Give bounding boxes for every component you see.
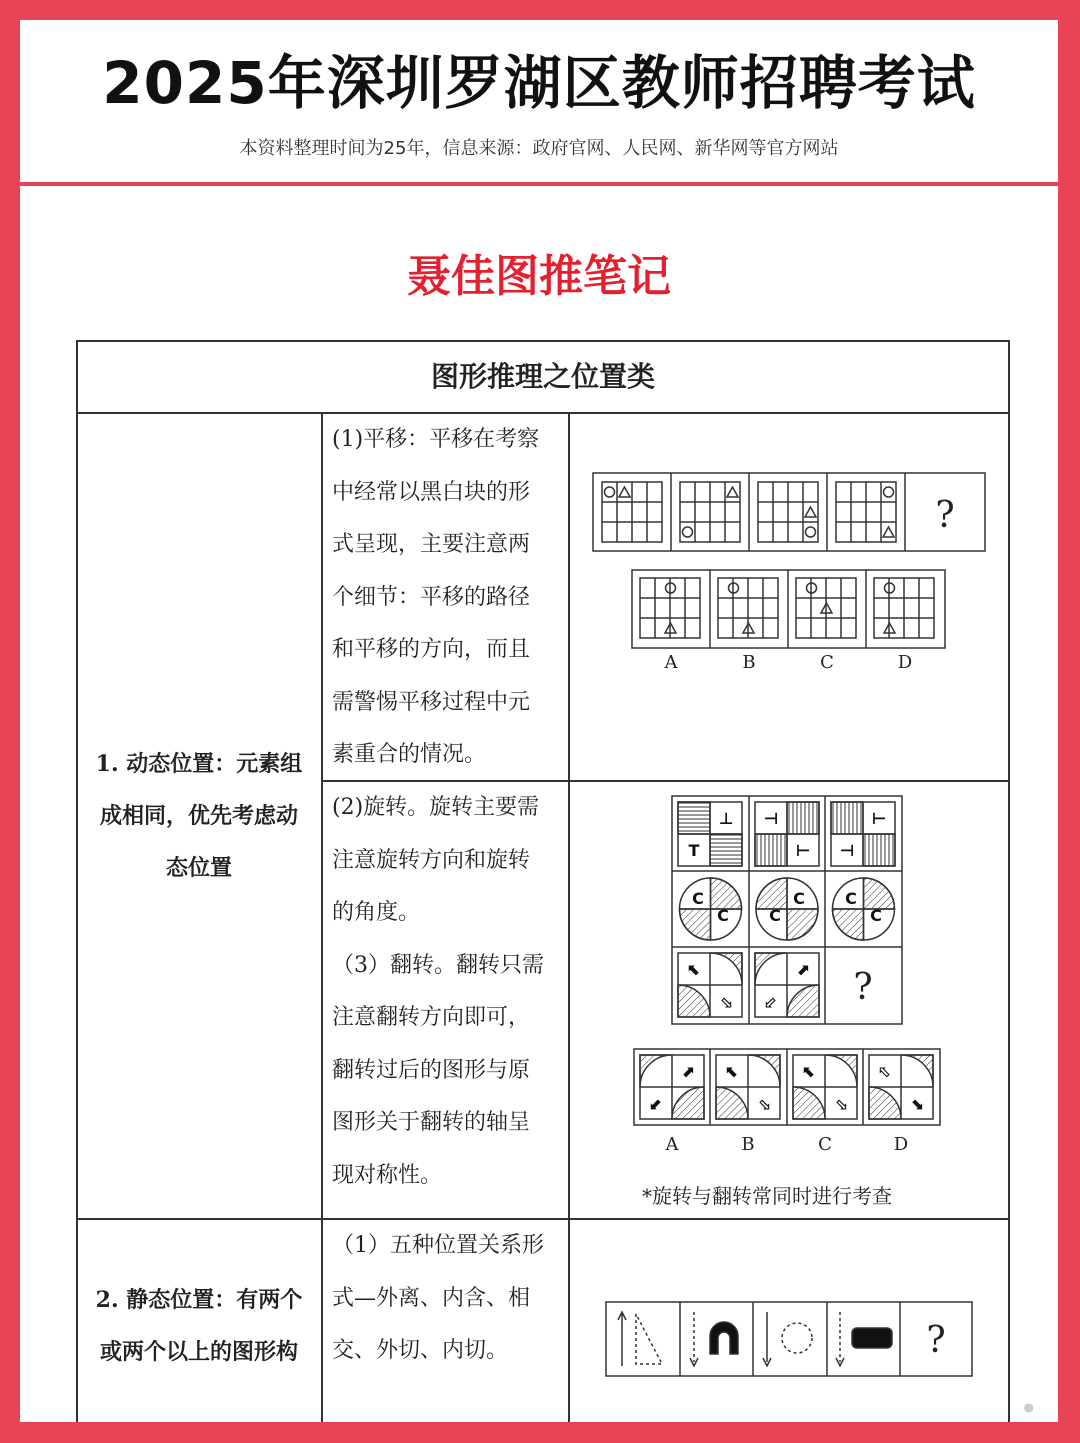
svg-text:⊥: ⊥: [718, 809, 734, 828]
option-label: B: [741, 1134, 755, 1155]
svg-text:⬂: ⬂: [834, 1094, 848, 1113]
svg-text:⬂: ⬂: [757, 1094, 771, 1113]
section-title: 聂佳图推笔记: [407, 251, 671, 302]
question-mark: ?: [853, 967, 873, 1008]
svg-text:⊣: ⊣: [763, 809, 779, 828]
row1-label-line: 1. 动态位置：元素组: [95, 751, 303, 777]
svg-text:C: C: [845, 889, 857, 908]
rotation-puzzle-figure: [632, 794, 942, 1204]
text-line: （1）五种位置关系形: [332, 1233, 544, 1258]
row2-label-line: 2. 静态位置：有两个: [95, 1287, 303, 1313]
notes-table: [76, 340, 1010, 1422]
row1-label-line: 成相同，优先考虑动: [99, 803, 298, 829]
svg-text:⬈: ⬈: [681, 1062, 695, 1081]
question-mark: ?: [935, 495, 955, 536]
option-label: B: [742, 652, 756, 672]
col-divider-2: [568, 412, 570, 1422]
header: [20, 20, 1058, 186]
svg-text:⬉: ⬉: [802, 1062, 816, 1081]
text-line: 交、外切、内切。: [332, 1338, 509, 1363]
translate-text: [332, 414, 539, 782]
option-label: D: [897, 652, 913, 672]
text-line: 式呈现，主要注意两: [332, 532, 531, 557]
svg-text:⬈: ⬈: [796, 960, 810, 979]
rotate-note: *旋转与翻转常同时进行考查: [642, 1184, 892, 1208]
svg-text:C: C: [769, 906, 781, 925]
page-title: 2025年深圳罗湖区教师招聘考试: [102, 49, 976, 117]
svg-text:C: C: [717, 906, 729, 925]
text-line: 注意旋转方向和旋转: [332, 847, 531, 873]
option-label: A: [665, 1134, 679, 1155]
text-line: 素重合的情况。: [332, 742, 487, 767]
svg-text:⬋: ⬋: [649, 1094, 663, 1113]
option-label: C: [818, 1134, 832, 1155]
text-line: （3）翻转。翻转只需: [332, 952, 544, 978]
translation-puzzle-figure: [592, 472, 988, 672]
text-line: (2)旋转。旋转主要需: [332, 795, 540, 820]
text-line: 需警惕平移过程中元: [332, 689, 531, 715]
svg-text:T: T: [688, 841, 700, 860]
col-divider-1: [321, 412, 323, 1422]
text-line: 和平移的方向，而且: [332, 637, 531, 662]
rotate-text: [332, 782, 544, 1202]
text-line: (1)平移：平移在考察: [332, 427, 540, 452]
row2-label-line: 或两个以上的图形构: [99, 1339, 298, 1365]
text-line: 的角度。: [332, 900, 421, 925]
question-mark: ?: [926, 1320, 946, 1361]
row1-label-line: 态位置: [165, 855, 232, 881]
row2-label: [84, 1274, 314, 1378]
svg-text:⊢: ⊢: [871, 809, 887, 828]
svg-text:⬉: ⬉: [687, 960, 701, 979]
text-line: 式—外离、内含、相: [332, 1285, 531, 1311]
watermark-logo: ●: [1023, 1400, 1034, 1414]
svg-text:⬁: ⬁: [878, 1062, 892, 1081]
page-subtitle: 本资料整理时间为25年，信息来源：政府官网、人民网、新华网等官方网站: [239, 138, 839, 159]
svg-text:⬊: ⬊: [910, 1094, 924, 1113]
text-line: 现对称性。: [332, 1162, 443, 1188]
text-line: 个细节：平移的路径: [332, 584, 531, 610]
svg-text:⬂: ⬂: [719, 992, 733, 1011]
text-line: 注意翻转方向即可，: [332, 1005, 531, 1030]
svg-text:⊣: ⊣: [839, 841, 855, 860]
text-line: 图形关于翻转的轴呈: [332, 1110, 531, 1135]
text-line: 中经常以黑白块的形: [332, 479, 531, 505]
svg-text:C: C: [870, 906, 882, 925]
svg-text:C: C: [793, 889, 805, 908]
svg-text:C: C: [692, 889, 704, 908]
static-position-figure: [604, 1300, 976, 1380]
svg-text:⬉: ⬉: [725, 1062, 739, 1081]
option-label: A: [664, 652, 678, 672]
row1-label: [84, 738, 314, 894]
table-heading: 图形推理之位置类: [78, 342, 1008, 414]
svg-text:⊢: ⊢: [795, 841, 811, 860]
svg-text:⬃: ⬃: [764, 992, 778, 1011]
static-text: [332, 1220, 544, 1378]
text-line: 翻转过后的图形与原: [332, 1057, 531, 1083]
page-frame: [20, 20, 1058, 1422]
option-label: D: [893, 1134, 909, 1155]
option-label: C: [820, 652, 834, 672]
